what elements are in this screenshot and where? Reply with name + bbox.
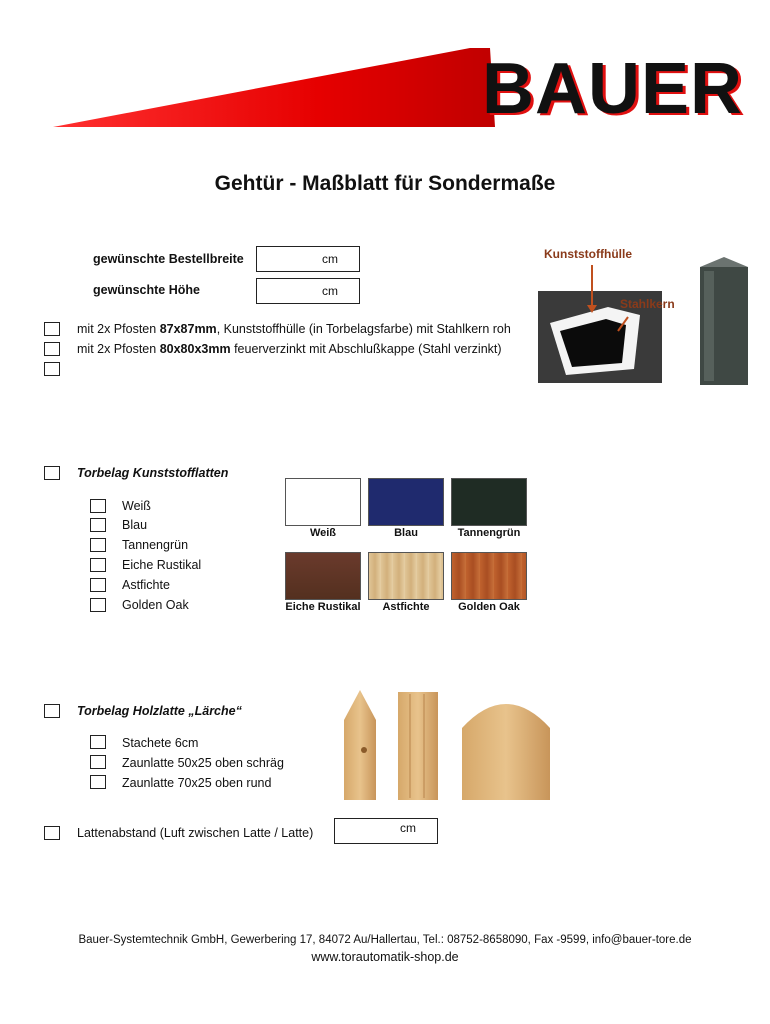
image-label-shell: Kunststoffhülle <box>544 247 632 261</box>
wood-checkbox[interactable] <box>44 704 60 718</box>
slat-round-picture <box>462 704 550 800</box>
width-field[interactable] <box>256 246 360 272</box>
wood-option-2-checkbox[interactable] <box>90 755 106 769</box>
brand-logo <box>50 40 744 140</box>
plastic-option-4-label: Eiche Rustikal <box>122 558 202 572</box>
height-label: gewünschte Höhe <box>93 283 200 297</box>
swatch-golden-oak <box>451 552 527 600</box>
swatch-label-eiche-rustikal: Eiche Rustikal <box>285 601 361 613</box>
wood-slat-images <box>330 688 555 802</box>
plastic-option-4-checkbox[interactable] <box>90 558 106 572</box>
plastic-option-6-checkbox[interactable] <box>90 598 106 612</box>
plastic-option-1-checkbox[interactable] <box>90 499 106 513</box>
width-unit: cm <box>322 252 338 266</box>
swatch-label-weiss: Weiß <box>309 527 337 539</box>
wood-option-1-checkbox[interactable] <box>90 735 106 749</box>
post-option-3-checkbox[interactable] <box>44 362 60 376</box>
wood-option-1-label: Stachete 6cm <box>122 736 199 750</box>
spacing-unit: cm <box>400 821 416 835</box>
wood-heading: Torbelag Holzlatte „Lärche“ <box>77 704 242 718</box>
plastic-option-1-label: Weiß <box>122 499 151 513</box>
plastic-option-3-checkbox[interactable] <box>90 538 106 552</box>
swatch-eiche-rustikal <box>285 552 361 600</box>
swatch-tannengruen <box>451 478 527 526</box>
swatch-label-astfichte: Astfichte <box>382 601 430 613</box>
post-cross-section-image <box>536 245 686 385</box>
swatch-astfichte <box>368 552 444 600</box>
wood-option-2-label: Zaunlatte 50x25 oben schräg <box>122 756 284 770</box>
footer-website[interactable]: www.torautomatik-shop.de <box>311 950 459 964</box>
plastic-option-3-label: Tannengrün <box>122 538 189 552</box>
logo-text: BAUER <box>482 49 744 129</box>
post-option-2-checkbox[interactable] <box>44 342 60 356</box>
swatch-label-golden-oak: Golden Oak <box>458 601 520 613</box>
spacing-field[interactable] <box>334 818 438 844</box>
post-option-1-label: mit 2x Pfosten 87x87mm, Kunststoffhülle (in Torbelagsfarbe) mit Stahlkern roh <box>77 322 511 336</box>
spacing-checkbox[interactable] <box>44 826 60 840</box>
stachete-picture <box>344 690 376 800</box>
footer-address: Bauer-Systemtechnik GmbH, Gewerbering 17, 84072 Au/Hallertau, Tel.: 08752-8658090, Fax -9599, info@bauer-tore.de <box>78 934 692 946</box>
post-photo <box>536 245 686 385</box>
plastic-heading: Torbelag Kunststofflatten <box>77 466 229 480</box>
post-side-photo <box>696 255 752 385</box>
plastic-option-5-checkbox[interactable] <box>90 578 106 592</box>
width-label: gewünschte Bestellbreite <box>93 252 244 266</box>
wood-option-3-checkbox[interactable] <box>90 775 106 789</box>
plastic-option-5-label: Astfichte <box>122 578 170 592</box>
page-title: Gehtür - Maßblatt für Sondermaße <box>214 172 556 195</box>
height-field[interactable] <box>256 278 360 304</box>
swatch-label-blau: Blau <box>394 527 418 539</box>
plastic-option-2-checkbox[interactable] <box>90 518 106 532</box>
wood-option-3-label: Zaunlatte 70x25 oben rund <box>122 776 272 790</box>
slat-angled-picture <box>398 692 438 800</box>
height-unit: cm <box>322 284 338 298</box>
plastic-option-2-label: Blau <box>122 518 148 532</box>
post-option-1-checkbox[interactable] <box>44 322 60 336</box>
swatch-blau <box>368 478 444 526</box>
image-label-core: Stahlkern <box>620 297 675 311</box>
post-side-image <box>696 255 752 385</box>
plastic-option-6-label: Golden Oak <box>122 598 189 612</box>
swatch-weiss <box>285 478 361 526</box>
post-option-2-label: mit 2x Pfosten 80x80x3mm feuerverzinkt mit Abschlußkappe (Stahl verzinkt) <box>77 342 502 356</box>
plastic-checkbox[interactable] <box>44 466 60 480</box>
spacing-label: Lattenabstand (Luft zwischen Latte / Latte) <box>77 826 314 840</box>
swatch-label-tannengruen: Tannengrün <box>457 527 521 539</box>
